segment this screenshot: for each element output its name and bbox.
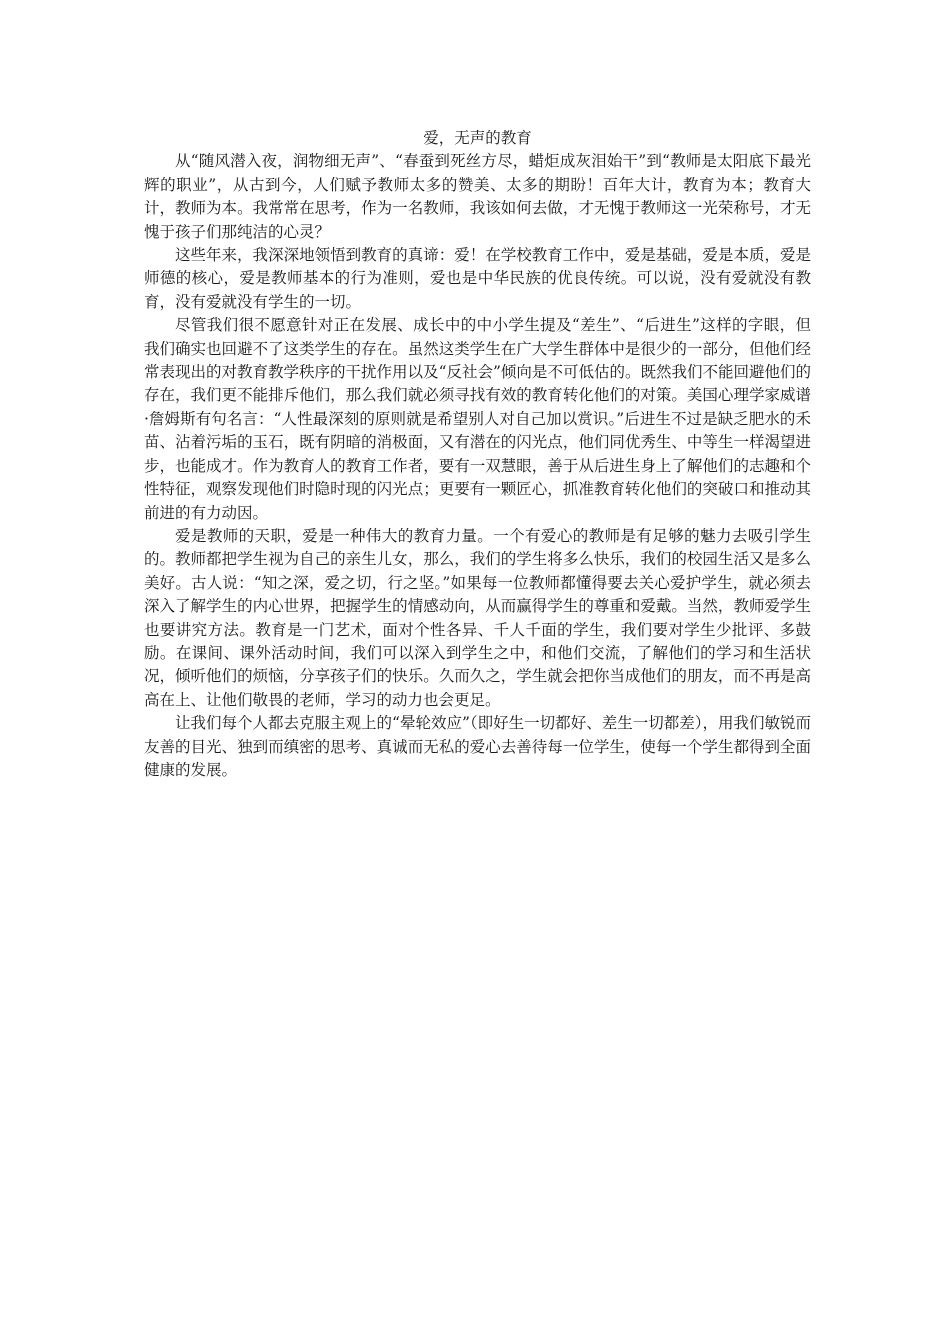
document-body	[144, 127, 811, 782]
paragraph-3: 尽管我们很不愿意针对正在发展、成长中的中小学生提及“差生”、“后进生”这样的字眼，但我们确实也回避不了这类学生的存在。虽然这类学生在广大学生群体中是很少的一部分，但他们经常表现出的对教育教学秩序的干扰作用以及“反社会”倾向是不可低估的。既然我们不能回避他们的存在，我们更不能排斥他们，那么我们就必须寻找有效的教育转化他们的对策。美国心理学家威谱·詹姆斯有句名言：“人性最深刻的原则就是希望别人对自己加以赏识。”后进生不过是缺乏肥水的禾苗、沾着污垢的玉石，既有阴暗的消极面，又有潜在的闪光点，他们同优秀生、中等生一样渴望进步，也能成才。作为教育人的教育工作者，要有一双慧眼，善于从后进生身上了解他们的志趣和个性特征，观察发现他们时隐时现的闪光点；更要有一颗匠心，抓准教育转化他们的突破口和推动其前进的有力动因。	[144, 316, 811, 522]
paragraph-2: 这些年来，我深深地领悟到教育的真谛：爱！在学校教育工作中，爱是基础，爱是本质，爱是师德的核心，爱是教师基本的行为准则，爱也是中华民族的优良传统。可以说，没有爱就没有教育，没有爱就没有学生的一切。	[144, 246, 811, 311]
paragraph-4: 爱是教师的天职，爱是一种伟大的教育力量。一个有爱心的教师是有足够的魅力去吸引学生的。教师都把学生视为自己的亲生儿女，那么，我们的学生将多么快乐，我们的校园生活又是多么美好。古人说：“知之深，爱之切，行之坚。”如果每一位教师都懂得要去关心爱护学生，就必须去深入了解学生的内心世界，把握学生的情感动向，从而赢得学生的尊重和爱戴。当然，教师爱学生也要讲究方法。教育是一门艺术，面对个性各异、千人千面的学生，我们要对学生少批评、多鼓励。在课间、课外活动时间，我们可以深入到学生之中，和他们交流，了解他们的学习和生活状况，倾听他们的烦恼，分享孩子们的快乐。久而久之，学生就会把你当成他们的朋友，而不再是高高在上、让他们敬畏的老师，学习的动力也会更足。	[144, 526, 811, 709]
document-title: 爱，无声的教育	[423, 129, 532, 147]
paragraph-1: 从“随风潜入夜，润物细无声”、“春蚕到死丝方尽，蜡炬成灰泪始干”到“教师是太阳底下最光辉的职业”，从古到今，人们赋予教师太多的赞美、太多的期盼！百年大计，教育为本；教育大计，教师为本。我常常在思考，作为一名教师，我该如何去做，才无愧于教师这一光荣称号，才无愧于孩子们那纯洁的心灵？	[144, 152, 811, 241]
paragraph-5: 让我们每个人都去克服主观上的“晕轮效应”（即好生一切都好、差生一切都差），用我们敏锐而友善的目光、独到而缜密的思考、真诚而无私的爱心去善待每一位学生，使每一个学生都得到全面健康的发展。	[144, 714, 811, 779]
